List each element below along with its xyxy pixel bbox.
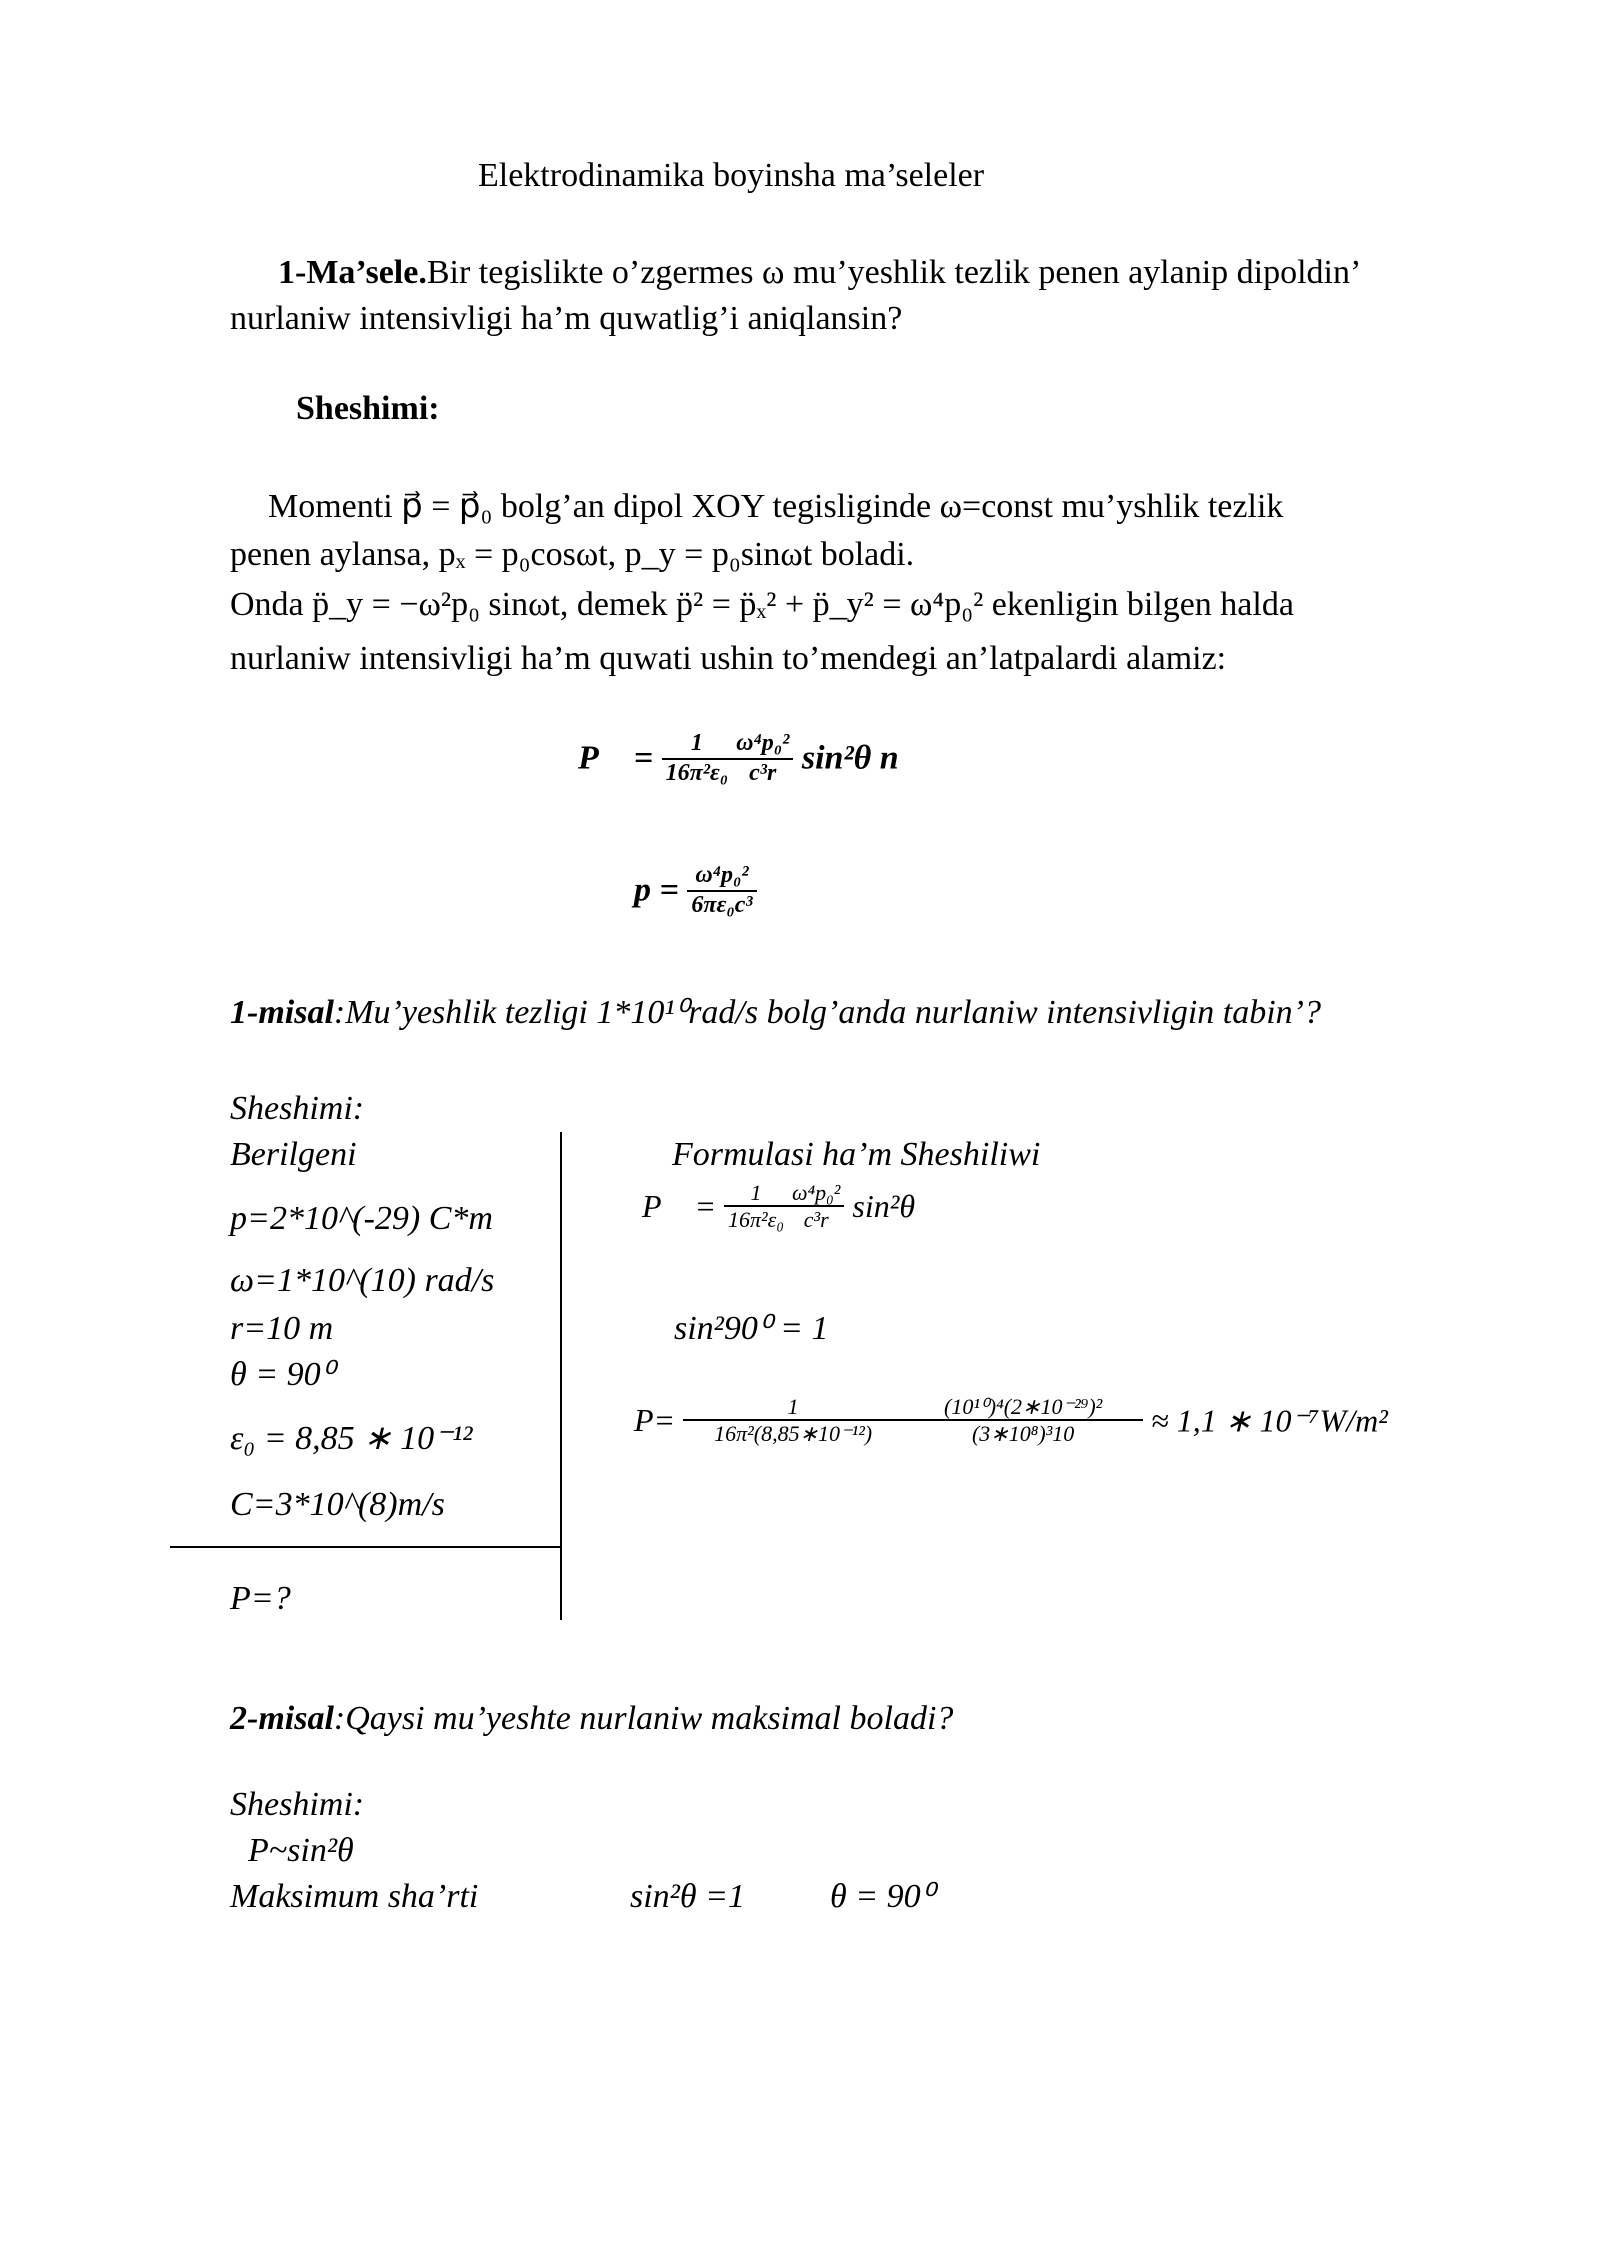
misal-1-formula [642, 1180, 915, 1233]
misal-2-text: :Qaysi mu’yeshte nurlaniw maksimal boladi? [333, 1700, 954, 1737]
misal-2-sheshimi: Sheshimi: [230, 1786, 365, 1823]
frac-1-denominator: 16π²ε₀ [665, 759, 729, 786]
power-denominator: 6πε₀c³ [691, 891, 753, 918]
frac-2-denominator: c³r [749, 759, 777, 786]
misal-1-sheshimi: Sheshimi: [230, 1090, 365, 1127]
given-item: p=2*10^(-29) C*m [230, 1200, 493, 1237]
calc-result: ≈ 1,1 ∗ 10⁻⁷W/m² [1151, 1402, 1388, 1439]
formula-power-frac [687, 862, 756, 919]
misal-2-label: 2-misal [230, 1700, 334, 1737]
misal-1-text: :Mu’yeshlik tezligi 1*10¹⁰rad/s bolg’anda nurlaniw intensivligin tabin’? [333, 994, 1321, 1031]
formula-intensity-frac-2 [732, 730, 793, 787]
calc-frac-1-denominator: 16π²(8,85∗10⁻¹²) [714, 1421, 873, 1447]
given-item: θ = 90⁰ [230, 1356, 335, 1393]
power-numerator: ω⁴p₀² [687, 862, 756, 892]
problem-1-line-1 [278, 250, 1361, 296]
formula-intensity [578, 730, 925, 787]
solution-1-line-3: Onda p̈_y = −ω²p₀ sinωt, demek p̈² = p̈ₓ² + p̈_y² = ω⁴p₀² ekenligin bilgen halda [230, 586, 1294, 623]
formula-header: Formulasi ha’m Sheshiliwi [672, 1136, 1041, 1173]
misal-1-formula-frac-1 [724, 1180, 788, 1233]
given-item: r=10 m [230, 1310, 334, 1347]
frac-1-numerator: 1 [662, 730, 733, 760]
f1-frac-2-denominator: c³r [803, 1207, 829, 1233]
calculation [634, 1394, 1388, 1447]
given-item: ε₀ = 8,85 ∗ 10⁻¹² [230, 1420, 473, 1457]
formula-power [634, 862, 757, 919]
solution-1-line-1: Momenti p⃗ = p⃗₀ bolg’an dipol XOY tegisliginde ω=const mu’yshlik tezlik [268, 488, 1284, 525]
misal-1-formula-tail: sin²θ [852, 1187, 916, 1224]
document-title: Elektrodinamika boyinsha ma’seleler [478, 157, 985, 194]
frac-2-numerator: ω⁴p₀² [732, 730, 793, 760]
calc-frac-1 [683, 1394, 903, 1447]
max-condition-label: Maksimum sha’rti [230, 1878, 479, 1915]
problem-1-label: 1-Ma’sele. [278, 254, 427, 291]
formula-intensity-lhs: P⃗ = [578, 739, 654, 777]
calc-frac-1-numerator: 1 [683, 1394, 903, 1421]
f1-frac-1-denominator: 16π²ε₀ [728, 1207, 784, 1233]
misal-1-formula-lhs: P⃗ = [642, 1187, 717, 1224]
problem-1-text-2: nurlaniw intensivligi ha’m quwatlig’i aniqlansin? [230, 300, 903, 337]
formula-intensity-tail: sin²θ n⃗ [801, 739, 926, 777]
max-condition-2: θ = 90⁰ [830, 1878, 935, 1915]
misal-1-find: P=? [230, 1580, 291, 1617]
f1-frac-1-numerator: 1 [724, 1180, 788, 1207]
given-item: ω=1*10^(10) rad/s [230, 1262, 495, 1299]
f1-frac-2-numerator: ω⁴p₀² [788, 1180, 844, 1207]
misal-1-berilgeni: Berilgeni [230, 1136, 357, 1173]
misal-1-line [230, 990, 1321, 1036]
misal-1-label: 1-misal [230, 994, 334, 1031]
max-condition-1: sin²θ =1 [630, 1878, 746, 1915]
column-divider [560, 1132, 562, 1620]
given-item: C=3*10^(8)m/s [230, 1486, 445, 1523]
solution-1-label: Sheshimi: [296, 390, 440, 427]
sin-90-line: sin²90⁰ = 1 [674, 1310, 829, 1347]
misal-2-line [230, 1696, 953, 1742]
given-divider [170, 1546, 560, 1548]
calc-frac-2-numerator: (10¹⁰)⁴(2∗10⁻²⁹)² [903, 1394, 1143, 1421]
calc-frac-2 [903, 1394, 1143, 1447]
calc-frac-2-denominator: (3∗10⁸)³10 [971, 1421, 1075, 1447]
problem-1-text-1: Bir tegislikte o’zgermes ω mu’yeshlik tezlik penen aylanip dipoldin’ [426, 254, 1362, 291]
formula-power-lhs: p = [634, 871, 679, 909]
calc-lhs: P= [634, 1401, 676, 1438]
solution-1-line-2: penen aylansa, pₓ = p₀cosωt, p_y = p₀sinωt boladi. [230, 536, 915, 573]
solution-1-line-4: nurlaniw intensivligi ha’m quwati ushin to’mendegi an’latpalardi alamiz: [230, 640, 1227, 677]
formula-intensity-frac-1 [662, 730, 733, 787]
misal-2-proportionality: P~sin²θ [248, 1832, 354, 1869]
misal-1-formula-frac-2 [788, 1180, 844, 1233]
